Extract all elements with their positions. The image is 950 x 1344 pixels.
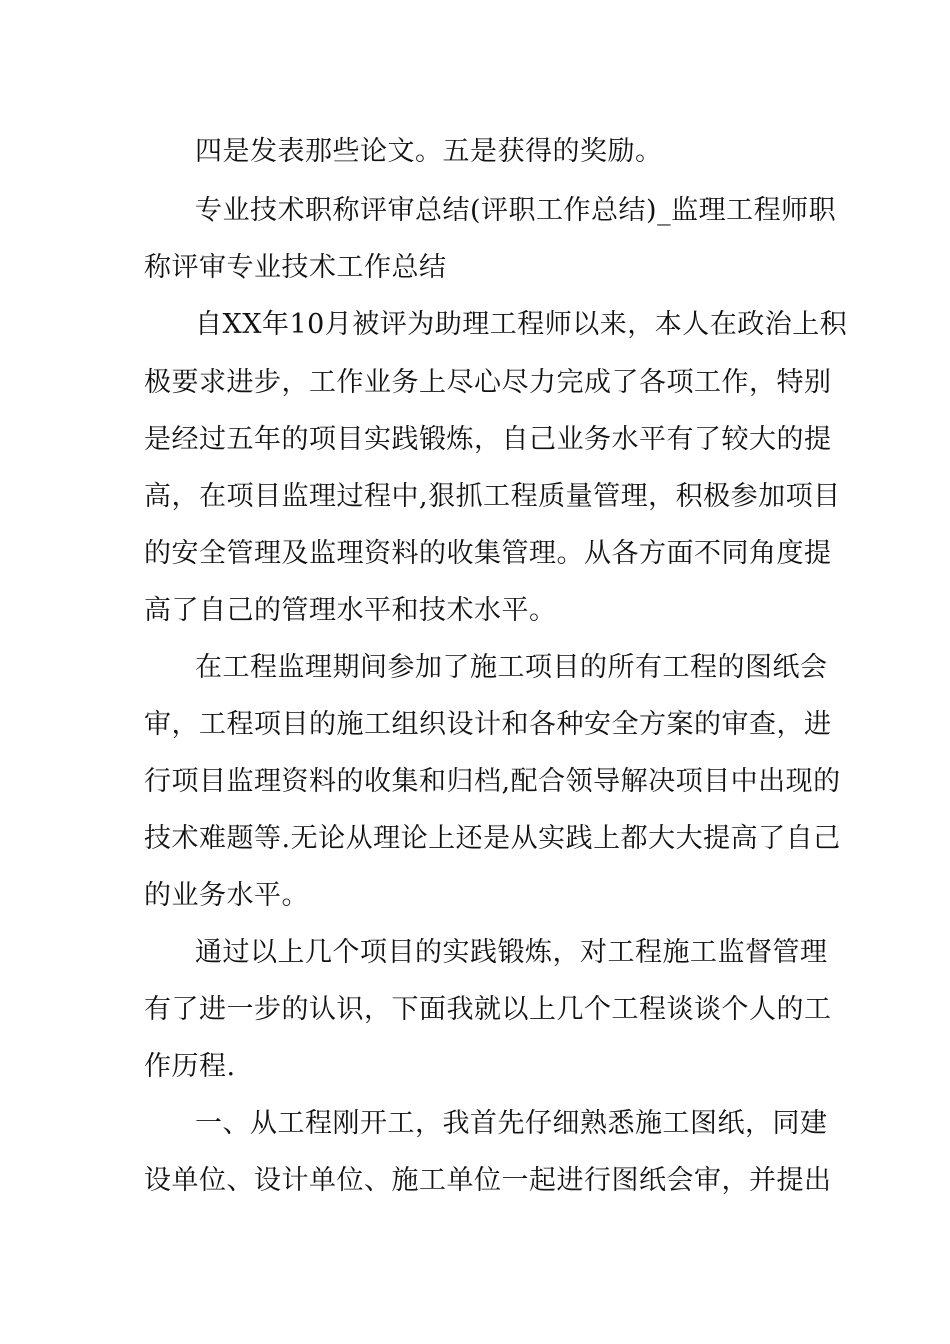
text-line-16: 有了进一步的认识，下面我就以上几个工程谈谈个人的工 — [144, 994, 832, 1025]
text-line-15: 通过以上几个项目的实践锻炼，对工程施工监督管理 — [195, 937, 828, 968]
text-line-9: 高了自己的管理水平和技术水平。 — [144, 595, 557, 626]
text-line-12: 行项目监理资料的收集和归档,配合领导解决项目中出现的 — [144, 766, 841, 797]
text-line-4: 自XX年10月被评为助理工程师以来，本人在政治上积 — [195, 309, 848, 340]
text-line-8: 的安全管理及监理资料的收集管理。从各方面不同角度提 — [144, 538, 832, 569]
text-line-14: 的业务水平。 — [144, 880, 309, 911]
text-line-7: 高，在项目监理过程中,狠抓工程质量管理，积极参加项目 — [144, 481, 841, 512]
text-line-17: 作历程. — [144, 1051, 236, 1082]
text-line-5: 极要求进步，工作业务上尽心尽力完成了各项工作，特别 — [144, 367, 832, 398]
text-line-10: 在工程监理期间参加了施工项目的所有工程的图纸会 — [195, 652, 828, 683]
text-line-6: 是经过五年的项目实践锻炼，自己业务水平有了较大的提 — [144, 424, 832, 455]
text-line-1: 四是发表那些论文。五是获得的奖励。 — [195, 136, 663, 167]
text-line-18: 一、从工程刚开工，我首先仔细熟悉施工图纸，同建 — [195, 1108, 828, 1139]
text-line-13: 技术难题等.无论从理论上还是从实践上都大大提高了自己 — [144, 823, 841, 854]
text-line-19: 设单位、设计单位、施工单位一起进行图纸会审，并提出 — [144, 1165, 832, 1196]
text-line-11: 审，工程项目的施工组织设计和各种安全方案的审查，进 — [144, 709, 832, 740]
text-line-2: 专业技术职称评审总结(评职工作总结)_监理工程师职 — [195, 195, 837, 226]
text-line-3: 称评审专业技术工作总结 — [144, 252, 447, 283]
